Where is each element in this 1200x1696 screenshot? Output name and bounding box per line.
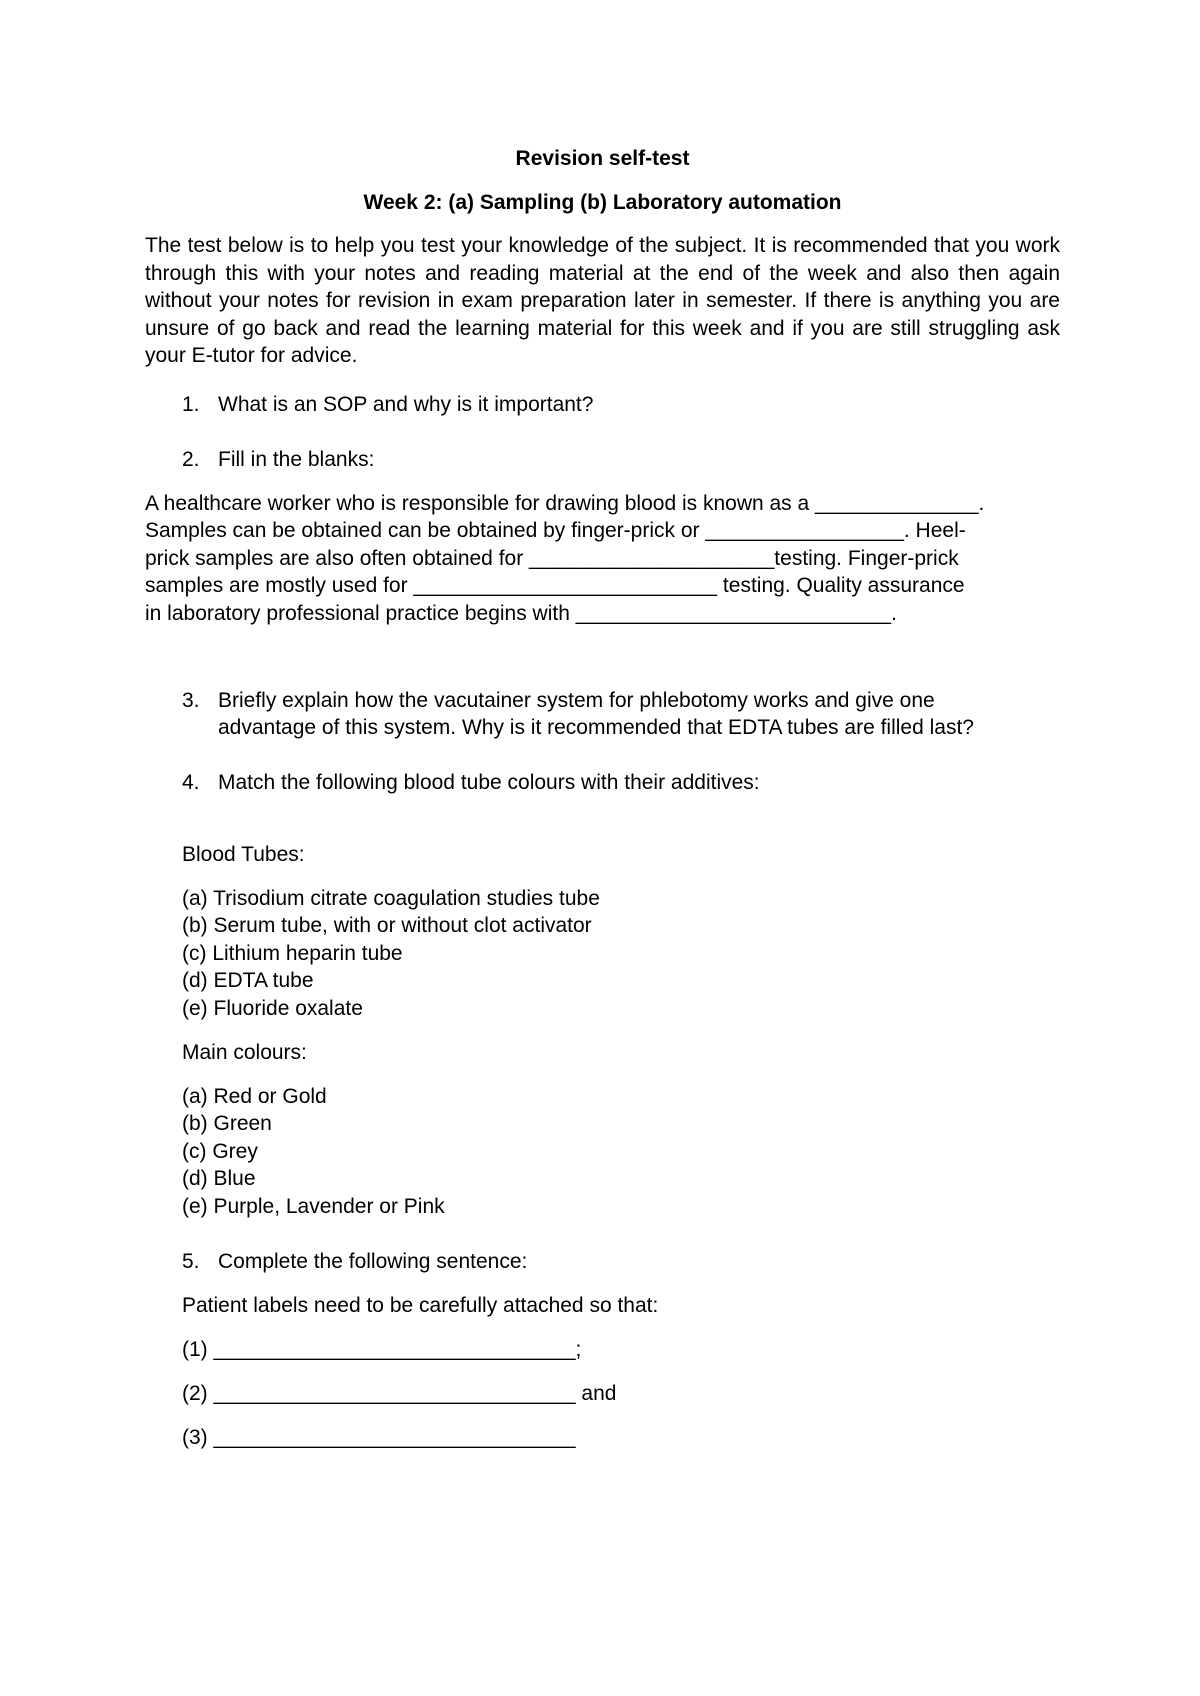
question-text: Briefly explain how the vacutainer system for phlebotomy works and give one xyxy=(218,689,935,712)
question-number: 2. xyxy=(182,448,200,471)
tube-item: (b) Serum tube, with or without clot activator xyxy=(182,914,592,937)
fill-blank-line: samples are mostly used for __________________________ testing. Quality assurance xyxy=(145,574,965,597)
colour-item: (e) Purple, Lavender or Pink xyxy=(182,1195,445,1218)
colour-item: (b) Green xyxy=(182,1112,272,1135)
question-text-continued: advantage of this system. Why is it recommended that EDTA tubes are filled last? xyxy=(218,716,974,739)
question-5 xyxy=(182,1248,527,1276)
intro-paragraph: The test below is to help you test your knowledge of the subject. It is recommended that you work through this with your notes and reading material at the end of the week and also then again without your notes for revision in exam preparation later in semester. If there is anything you are unsure of go back and read the learning material for this week and if you are still struggling ask your E-tutor for advice. xyxy=(145,234,1060,367)
question-4 xyxy=(182,769,760,797)
fill-blank-line: A healthcare worker who is responsible for drawing blood is known as a ______________. xyxy=(145,492,985,515)
main-colours-heading: Main colours: xyxy=(182,1041,307,1064)
tube-item: (c) Lithium heparin tube xyxy=(182,942,403,965)
fill-blank-line: prick samples are also often obtained for _____________________testing. Finger-prick xyxy=(145,547,959,570)
colour-item: (d) Blue xyxy=(182,1167,256,1190)
page-subtitle: Week 2: (a) Sampling (b) Laboratory automation xyxy=(363,191,842,214)
question-number: 5. xyxy=(182,1250,200,1273)
question-text: What is an SOP and why is it important? xyxy=(218,393,594,416)
tube-item: (d) EDTA tube xyxy=(182,969,314,992)
document-page xyxy=(145,0,1060,1696)
page-title: Revision self-test xyxy=(515,147,690,170)
colour-item: (a) Red or Gold xyxy=(182,1085,327,1108)
fill-blank-line: Samples can be obtained can be obtained by finger-prick or _________________. Heel- xyxy=(145,519,966,542)
question-number: 1. xyxy=(182,393,200,416)
blood-tubes-heading: Blood Tubes: xyxy=(182,843,305,866)
sentence-lead: Patient labels need to be carefully attached so that: xyxy=(182,1294,659,1317)
question-text: Match the following blood tube colours with their additives: xyxy=(218,771,760,794)
tube-item: (a) Trisodium citrate coagulation studies tube xyxy=(182,887,600,910)
colour-item: (c) Grey xyxy=(182,1140,258,1163)
answer-blank: (3) _______________________________ xyxy=(182,1426,576,1449)
answer-blank: (1) _______________________________; xyxy=(182,1338,582,1361)
question-text: Fill in the blanks: xyxy=(218,448,375,471)
question-1 xyxy=(182,391,593,419)
question-3 xyxy=(182,687,935,715)
fill-blank-line: in laboratory professional practice begins with ___________________________. xyxy=(145,602,897,625)
answer-blank: (2) _______________________________ and xyxy=(182,1382,617,1405)
tube-item: (e) Fluoride oxalate xyxy=(182,997,363,1020)
question-text: Complete the following sentence: xyxy=(218,1250,528,1273)
question-number: 4. xyxy=(182,771,200,794)
question-2 xyxy=(182,446,374,474)
question-number: 3. xyxy=(182,689,200,712)
